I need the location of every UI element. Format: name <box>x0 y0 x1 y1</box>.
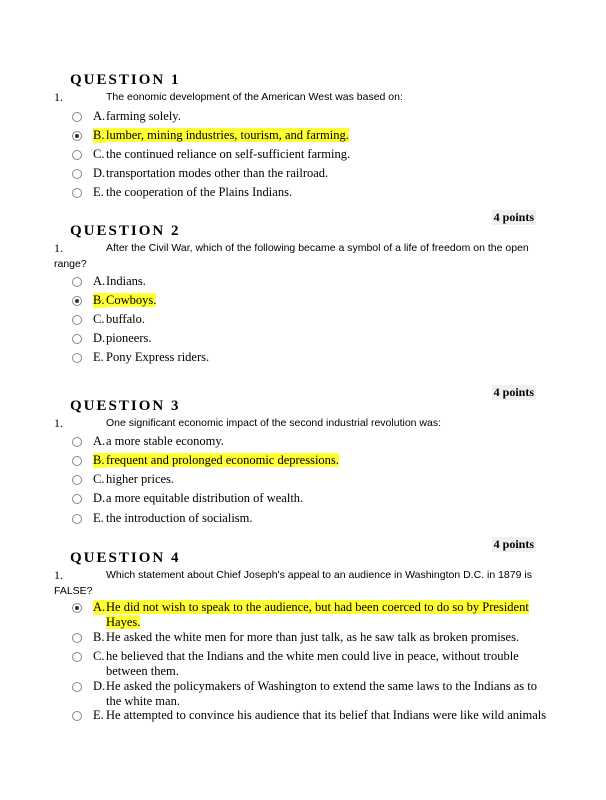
option-text: Pony Express riders. <box>106 350 210 364</box>
question-4-number: 1. <box>54 568 63 582</box>
question-2-option-e[interactable]: E. Pony Express riders. <box>72 350 552 365</box>
question-2-title: QUESTION 2 <box>70 223 181 239</box>
option-text: the cooperation of the Plains Indians. <box>106 185 293 199</box>
option-text: pioneers. <box>106 331 152 345</box>
option-text: transportation modes other than the railroad. <box>106 166 329 180</box>
question-1-text: The eonomic development of the American West was based on: <box>106 91 403 103</box>
question-1-title: QUESTION 1 <box>70 72 181 88</box>
question-4-option-d[interactable]: D. He asked the policymakers of Washington to extend the same laws to the Indians as to the white man. <box>72 679 552 709</box>
question-4-title: QUESTION 4 <box>70 550 181 566</box>
question-3-option-d[interactable]: D. a more equitable distribution of wealth. <box>72 491 552 506</box>
option-text: the introduction of socialism. <box>106 511 253 525</box>
option-text: higher prices. <box>106 472 175 486</box>
radio-button[interactable] <box>72 150 82 160</box>
question-3-text: One significant economic impact of the second industrial revolution was: <box>106 417 442 429</box>
option-text: frequent and prolonged economic depressions. <box>106 453 339 467</box>
option-text: He asked the policymakers of Washington to extend the same laws to the Indians as to the white man. <box>106 679 537 708</box>
question-2-option-c[interactable]: C. buffalo. <box>72 312 552 327</box>
radio-button[interactable] <box>72 353 82 363</box>
question-4-option-a[interactable]: A. He did not wish to speak to the audience, but had been coerced to do so by President Hayes. <box>72 600 552 630</box>
option-text: He did not wish to speak to the audience, but had been coerced to do so by President Hayes. <box>106 600 529 629</box>
question-3-points: 4 points <box>493 537 534 551</box>
radio-button-selected[interactable] <box>72 603 82 613</box>
question-2-number: 1. <box>54 241 63 255</box>
radio-button[interactable] <box>72 682 82 692</box>
option-text: buffalo. <box>106 312 145 326</box>
question-1-number: 1. <box>54 90 63 104</box>
question-1-option-a[interactable]: A. farming solely. <box>72 109 552 124</box>
option-text: farming solely. <box>106 109 181 123</box>
question-3-option-c[interactable]: C. higher prices. <box>72 472 552 487</box>
option-text: he believed that the Indians and the white men could live in peace, without trouble between them. <box>106 649 519 678</box>
question-3-option-e[interactable]: E. the introduction of socialism. <box>72 511 552 526</box>
question-4-text: Which statement about Chief Joseph's appeal to an audience in Washington D.C. in 1879 is FALSE? <box>54 569 532 597</box>
question-1-option-c[interactable]: C. the continued reliance on self-sufficient farming. <box>72 147 552 162</box>
radio-button[interactable] <box>72 112 82 122</box>
radio-button[interactable] <box>72 456 82 466</box>
radio-button[interactable] <box>72 633 82 643</box>
radio-button[interactable] <box>72 494 82 504</box>
option-text: Cowboys. <box>106 293 157 307</box>
question-3-option-b[interactable]: B. frequent and prolonged economic depressions. <box>72 453 552 468</box>
question-3-number: 1. <box>54 416 63 430</box>
question-3-title: QUESTION 3 <box>70 398 181 414</box>
radio-button[interactable] <box>72 334 82 344</box>
radio-button[interactable] <box>72 514 82 524</box>
question-2-option-a[interactable]: A. Indians. <box>72 274 552 289</box>
question-2-option-d[interactable]: D. pioneers. <box>72 331 552 346</box>
question-2-option-b[interactable]: B. Cowboys. <box>72 293 552 308</box>
radio-button[interactable] <box>72 277 82 287</box>
radio-button-selected[interactable] <box>72 296 82 306</box>
option-text: He asked the white men for more than just talk, as he saw talk as broken promises. <box>106 630 520 644</box>
question-4-option-e[interactable]: E. He attempted to convince his audience that its belief that Indians were like wild animals <box>72 708 552 723</box>
radio-button-selected[interactable] <box>72 131 82 141</box>
radio-button[interactable] <box>72 711 82 721</box>
question-1-option-e[interactable]: E. the cooperation of the Plains Indians. <box>72 185 552 200</box>
radio-button[interactable] <box>72 315 82 325</box>
option-text: a more stable economy. <box>106 434 224 448</box>
question-1-option-b[interactable]: B. lumber, mining industries, tourism, and farming. <box>72 128 552 143</box>
option-text: the continued reliance on self-sufficient farming. <box>106 147 351 161</box>
radio-button[interactable] <box>72 437 82 447</box>
option-text: He attempted to convince his audience that its belief that Indians were like wild animals <box>106 708 547 722</box>
question-2-text: After the Civil War, which of the following became a symbol of a life of freedom on the open range? <box>54 242 529 270</box>
radio-button[interactable] <box>72 475 82 485</box>
option-text: lumber, mining industries, tourism, and farming. <box>106 128 349 142</box>
question-1-points: 4 points <box>493 210 534 224</box>
question-2-points: 4 points <box>493 385 534 399</box>
question-1-option-d[interactable]: D. transportation modes other than the railroad. <box>72 166 552 181</box>
option-text: Indians. <box>106 274 146 288</box>
radio-button[interactable] <box>72 169 82 179</box>
radio-button[interactable] <box>72 652 82 662</box>
radio-button[interactable] <box>72 188 82 198</box>
question-4-option-b[interactable]: B. He asked the white men for more than just talk, as he saw talk as broken promises. <box>72 630 552 645</box>
option-text: a more equitable distribution of wealth. <box>106 491 304 505</box>
question-3-option-a[interactable]: A. a more stable economy. <box>72 434 552 449</box>
question-4-option-c[interactable]: C. he believed that the Indians and the white men could live in peace, without trouble between them. <box>72 649 552 679</box>
